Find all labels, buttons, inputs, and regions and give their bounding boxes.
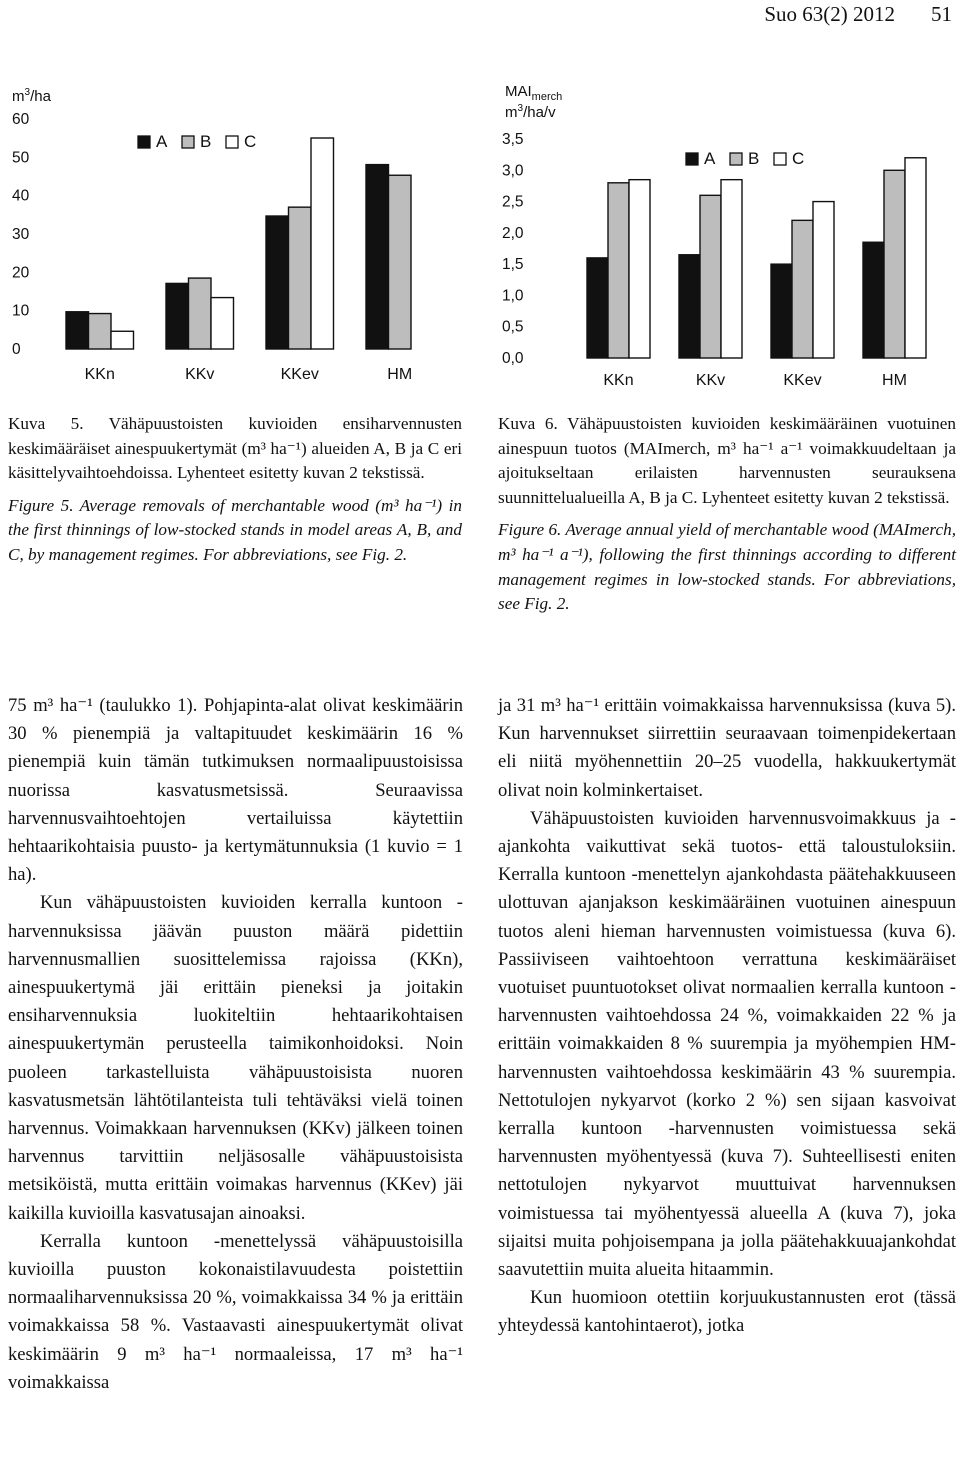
legend-swatch-A: [686, 153, 698, 165]
unit-label: $m^3/ha$: [12, 87, 51, 105]
y-tick-label: 20: [12, 264, 30, 282]
bar-A-KKn: [587, 258, 608, 358]
bar-A-KKn: [66, 312, 89, 349]
x-tick-label: KKev: [280, 366, 319, 383]
figure-6-caption-fi: Kuva 6. Vähäpuustoisten kuvioiden keskimääräinen vuotuinen ainespuun tuotos (MAImerch, m³ ha⁻¹ a⁻¹ voimakkuudeltaan ja ajoitukseltaan erilaisten harvennusten seurauksena suunnittelualueilla A, B ja C. Lyhenteet esitetty kuvan 2 tekstissä.: [498, 414, 956, 507]
figure-5-caption-fi: Kuva 5. Vähäpuustoisten kuvioiden ensiharvennusten keskimääräiset ainespuukertymät (m³ ha⁻¹) alueiden A, B ja C eri käsittelyvaihtoehdoissa. Lyhenteet esitetty kuvan 2 tekstissä.: [8, 414, 462, 483]
y-tick-label: 60: [12, 111, 30, 128]
page-number: 51: [931, 2, 952, 26]
bar-B-KKev: [792, 220, 813, 358]
y-tick-label: 0,5: [502, 318, 524, 336]
paragraph: ja 31 m³ ha⁻¹ erittäin voimakkaissa harvennuksissa (kuva 5). Kun harvennukset siirrettiin seuraavaan toimenpidekertaan eli niitä myöhennettiin 20–25 vuodella, hakkuukertymät olivat noin kolminkertaiset.: [498, 695, 956, 801]
legend-label: A: [156, 132, 168, 151]
bar-C-KKv: [211, 298, 234, 349]
legend-swatch-C: [226, 136, 238, 148]
bar-C-KKn: [629, 180, 650, 358]
y-tick-label: 30: [12, 226, 30, 243]
unit-label: $MAI_{merch}$: [505, 83, 563, 103]
body-left-column: [8, 692, 463, 1397]
y-tick-label: 0: [12, 341, 21, 358]
figure-6-bar-chart: [490, 80, 960, 395]
bar-A-KKv: [679, 255, 700, 358]
bar-C-KKev: [813, 202, 834, 358]
body-right-column: [498, 692, 956, 1341]
bar-C-KKv: [721, 180, 742, 358]
legend-label: C: [792, 149, 805, 168]
figure-5-bar-chart: [0, 80, 470, 390]
bar-B-KKv: [700, 195, 721, 358]
bar-A-HM: [863, 242, 884, 358]
y-tick-label: 1,5: [502, 256, 524, 274]
bar-A-KKev: [771, 264, 792, 358]
y-tick-label: 2,0: [502, 224, 524, 242]
y-tick-label: 2,5: [502, 193, 524, 211]
legend-label: C: [244, 132, 257, 151]
bar-C-KKev: [311, 138, 334, 349]
legend-swatch-B: [182, 136, 194, 148]
bar-A-KKev: [266, 216, 289, 349]
legend-swatch-A: [138, 136, 150, 148]
legend-label: B: [200, 132, 212, 151]
y-tick-label: 3,5: [502, 131, 524, 148]
x-tick-label: KKev: [783, 372, 822, 389]
figure-6-caption: [498, 412, 956, 617]
y-tick-label: 50: [12, 149, 30, 167]
figure-5-caption-en: Figure 5. Average removals of merchantable wood (m³ ha⁻¹) in the first thinnings of low-stocked stands in model areas A, B, and C, by management regimes. For abbreviations, see Fig. 2.: [8, 495, 462, 564]
bar-B-KKn: [89, 314, 112, 349]
bar-A-HM: [366, 165, 389, 349]
legend-swatch-C: [774, 153, 786, 165]
bar-B-HM: [389, 175, 412, 349]
legend-swatch-B: [730, 153, 742, 165]
paragraph: Kerralla kuntoon -menettelyssä vähäpuustoisilla kuvioilla puuston kokonaistilavuudesta poistettiin normaaliharvennuksissa 20 %, voimakkaissa 34 % ja erittäin voimakkaissa 58 %. Vastaavasti ainespuukertymät olivat keskimäärin 9 m³ ha⁻¹ normaaleissa, 17 m³ ha⁻¹ voimakkaissa: [8, 1230, 463, 1393]
unit-label: $m^3/ha/v$: [505, 103, 556, 121]
y-tick-label: 1,0: [502, 287, 524, 305]
bar-B-HM: [884, 170, 905, 358]
bar-C-KKn: [111, 331, 134, 349]
y-tick-label: 3,0: [502, 162, 524, 180]
x-tick-label: KKv: [185, 366, 215, 383]
x-tick-label: HM: [387, 366, 413, 383]
paragraph: Vähäpuustoisten kuvioiden harvennusvoimakkuus ja -ajankohta vaikuttivat sekä tuotos- että taloustuloksiin. Kerralla kuntoon -menettelyn ajankohdasta päätehakkuuseen ulottuvan ajanjakson keskimääräinen vuotuinen ainespuun tuotos aleni hieman harvennusten voimistuessa (kuva 6). Passiiviseen vaihtoehtoon verrattuna keskimääräiset vuotuiset puuntuotokset olivat normaalien kerralla kuntoon -harvennusten vaihtoehdossa 24 %, voimakkaiden 22 % ja erittäin voimakkaiden 8 % suurempia ja myöhempien HM-harvennusten vaihtoehdossa keskimäärin 43 % suurempia. Nettotulojen nykyarvot (korko 2 %) sen sijaan kasvoivat kerralla kuntoon -harvennusten voimistuessa sekä harvennusten myöhentyessä (kuva 7). Suhteellisesti eniten nettotulojen nykyarvot muuttuivat harvennuksen voimistuessa tai myöhentyessä alueella A (kuva 7), joka sijaitsi muita pohjoisempana ja jolla päätehakkuuajankohdat saavutettiin muita alueita hitaammin.: [498, 807, 956, 1281]
x-tick-label: KKv: [695, 372, 726, 389]
figure-6-caption-en: Figure 6. Average annual yield of merchantable wood (MAImerch, m³ ha⁻¹ a⁻¹), following the first thinnings according to different management regimes in low-stocked stands. For abbreviations, see Fig. 2.: [498, 520, 956, 614]
x-tick-label: HM: [882, 372, 907, 389]
bar-A-KKv: [166, 283, 189, 349]
journal-name: Suo 63(2) 2012: [764, 2, 895, 26]
legend-label: A: [704, 149, 716, 168]
paragraph: 75 m³ ha⁻¹ (taulukko 1). Pohjapinta-alat olivat keskimäärin 30 % pienempiä ja valtapituudet keskimäärin 16 % pienempiä kuin tämän tutkimuksen normaalipuustoisissa nuorissa kasvatusmetsissä. Seuraavissa harvennusvaihtoehtojen vertailuissa käytettiin hehtaarikohtaisia puusto- ja kertymätunnuksia (1 kuvio = 1 ha).: [8, 695, 463, 886]
x-tick-label: KKn: [603, 372, 634, 389]
y-tick-label: 10: [12, 302, 30, 320]
bar-B-KKev: [289, 207, 312, 349]
bar-B-KKn: [608, 183, 629, 358]
x-tick-label: KKn: [84, 366, 115, 383]
paragraph: Kun vähäpuustoisten kuvioiden kerralla kuntoon -harvennuksissa jäävän puuston määrä pidettiin harvennusmallien suosittelemissa rajoissa (KKn), ainespuukertymä jäi erittäin pieneksi ja joitakin ensiharvennuksia luokiteltiin hehtaarikohtaisen ainespuukertymän perusteella taimikonhoidoksi. Noin puoleen tarkastelluista vähäpuustoisista nuoren kasvatusmetsän lähtötilanteista tuli tehtäväksi vielä toinen harvennus. Voimakkaan harvennuksen (KKv) jälkeen toinen harvennus tarvittiin neljäsosalle vähäpuustoisista metsiköistä, mutta erittäin voimakas harvennus (KKev) jäi kaikilla kuvioilla kasvatusajan ainoaksi.: [8, 892, 463, 1224]
legend-label: B: [748, 149, 760, 168]
running-header: [764, 2, 952, 27]
paragraph: Kun huomioon otettiin korjuukustannusten erot (tässä yhteydessä kantohintaerot), jotka: [498, 1287, 956, 1337]
bar-B-KKv: [189, 278, 212, 349]
y-tick-label: 40: [12, 187, 30, 205]
bar-C-HM: [905, 158, 926, 358]
figure-5-caption: [8, 412, 462, 568]
y-tick-label: 0,0: [502, 350, 524, 367]
